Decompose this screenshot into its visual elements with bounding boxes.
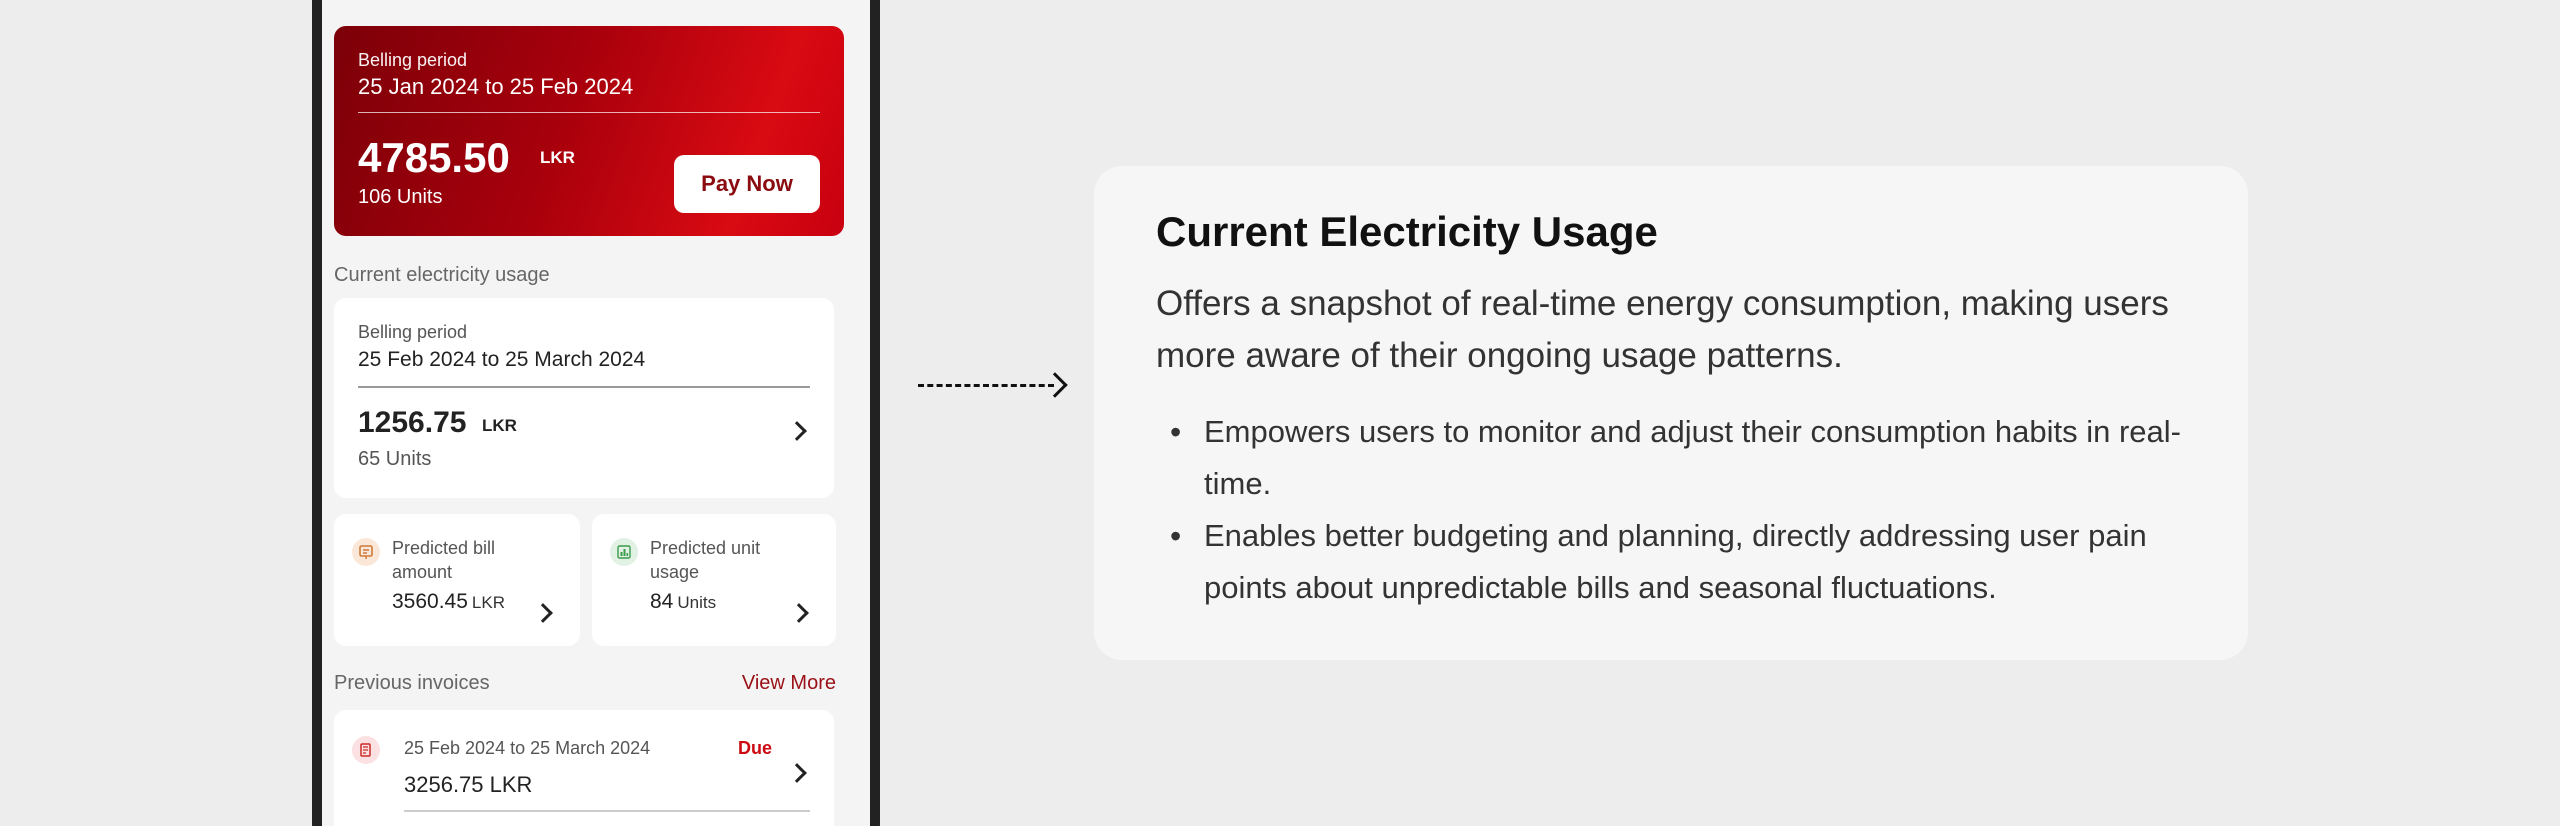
current-usage-card[interactable] <box>334 298 834 498</box>
chevron-right-icon[interactable] <box>533 603 553 623</box>
chevron-right-icon[interactable] <box>787 763 807 783</box>
predicted-bill-unit: LKR <box>471 593 505 612</box>
billing-period-range: 25 Jan 2024 to 25 Feb 2024 <box>358 74 634 99</box>
predicted-bill-value <box>392 590 505 614</box>
invoice-range: 25 Feb 2024 to 25 March 2024 <box>404 738 651 758</box>
predicted-bill-label: Predicted bill amount <box>392 538 496 582</box>
currency-label: LKR <box>482 416 517 435</box>
view-more-link[interactable]: View More <box>741 672 836 694</box>
connector-dashed-line <box>918 384 1054 387</box>
invoice-icon <box>352 736 380 764</box>
usage-units: 65 Units <box>358 448 432 470</box>
divider <box>404 810 810 812</box>
invoice-list-item[interactable] <box>334 710 834 826</box>
phone-screen <box>322 0 870 826</box>
billing-period-label: Belling period <box>358 50 468 70</box>
bill-icon <box>352 538 380 566</box>
invoice-amount: 3256.75 LKR <box>404 772 533 797</box>
info-title: Current Electricity Usage <box>1156 208 1658 255</box>
info-bullet: • Enables better budgeting and planning, directly addressing user pain points about unpredictable bills and seasonal fluctuations. <box>1156 510 2196 614</box>
usage-amount: 1256.75 <box>358 406 467 439</box>
info-description: Offers a snapshot of real-time energy consumption, making users more aware of their ongoing usage patterns. <box>1156 284 2169 375</box>
predicted-bill-amount: 3560.45 <box>392 590 468 613</box>
predicted-unit-amount: 84 <box>650 590 674 613</box>
previous-invoices-title: Previous invoices <box>334 672 490 694</box>
divider <box>358 112 820 113</box>
due-units: 106 Units <box>358 186 443 208</box>
billing-period-label: Belling period <box>358 322 468 342</box>
info-bullet: • Empowers users to monitor and adjust their consumption habits in real-time. <box>1156 406 2196 510</box>
predicted-unit-unit: Units <box>677 593 717 612</box>
billing-period-range: 25 Feb 2024 to 25 March 2024 <box>358 348 646 371</box>
phone-frame <box>312 0 880 826</box>
divider <box>358 386 810 388</box>
predicted-unit-label: Predicted unit usage <box>650 538 761 582</box>
chevron-right-icon[interactable] <box>787 421 807 441</box>
info-card <box>1094 166 2248 660</box>
predicted-bill-card[interactable] <box>334 514 580 646</box>
due-amount: 4785.50 <box>358 134 510 181</box>
due-bill-card <box>334 26 844 236</box>
chevron-right-icon[interactable] <box>789 603 809 623</box>
invoice-status-badge: Due <box>738 738 773 758</box>
predicted-unit-value <box>650 590 716 614</box>
current-usage-section-title: Current electricity usage <box>334 264 550 286</box>
arrow-right-icon <box>1042 372 1067 397</box>
bar-chart-icon <box>610 538 638 566</box>
pay-now-button[interactable]: Pay Now <box>674 155 820 213</box>
predicted-unit-card[interactable] <box>592 514 836 646</box>
currency-label: LKR <box>540 148 575 167</box>
info-bullet-list <box>1156 406 2196 614</box>
